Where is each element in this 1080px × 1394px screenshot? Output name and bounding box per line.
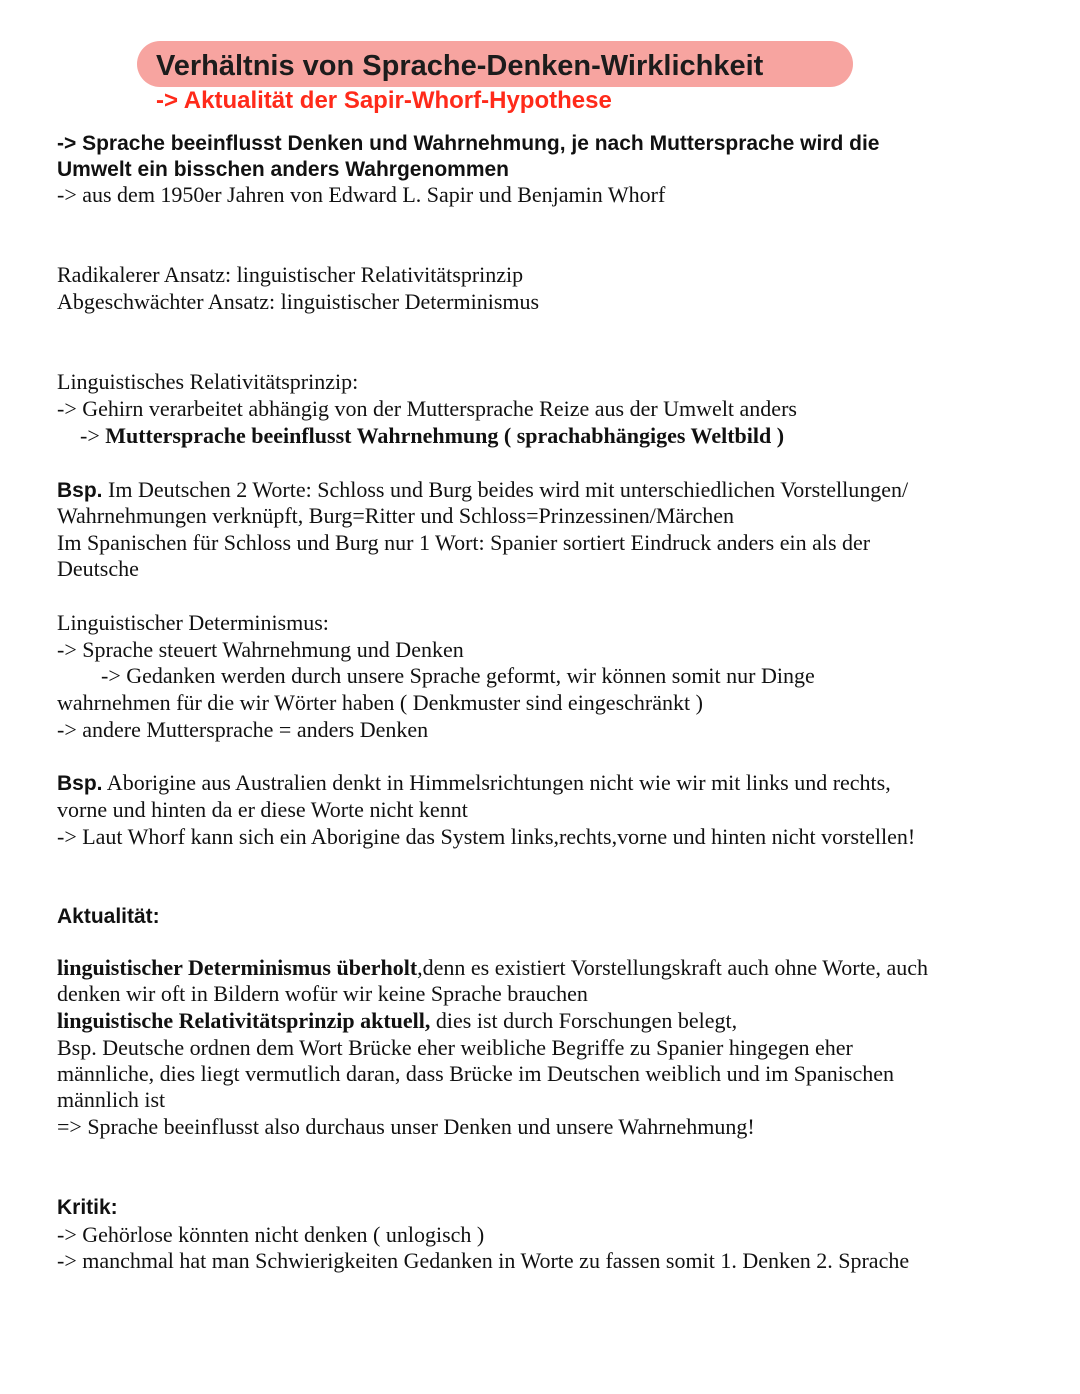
example2-line-2: vorne und hinten da er diese Worte nicht kennt [57,797,468,822]
criticism-line-2: -> manchmal hat man Schwierigkeiten Gedanken in Worte zu fassen somit 1. Denken 2. Sprache [57,1248,910,1273]
intro-line-3: -> aus dem 1950er Jahren von Edward L. Sapir und Benjamin Whorf [57,182,666,207]
example1-text: Im Deutschen 2 Worte: Schloss und Burg beides wird mit unterschiedlichen Vorstellungen/ [102,477,909,502]
example2-line-1 [57,770,891,797]
determinism-line-1: -> Sprache steuert Wahrnehmung und Denken [57,637,464,662]
page-title: Verhältnis von Sprache-Denken-Wirklichkeit [156,50,764,82]
determinism-heading: Linguistischer Determinismus: [57,610,329,635]
intro-line-1: -> Sprache beeinflusst Denken und Wahrnehmung, je nach Muttersprache wird die [57,132,880,155]
criticism-line-1: -> Gehörlose könnten nicht denken ( unlogisch ) [57,1222,485,1247]
actuality-p1-text: ,denn es existiert Vorstellungskraft auch ohne Worte, auch [417,955,928,980]
example1-line-4: Deutsche [57,556,139,581]
determinism-line-2: -> Gedanken werden durch unsere Sprache geformt, wir können somit nur Dinge [101,663,815,688]
actuality-heading: Aktualität: [57,905,160,928]
actuality-p1-line-1 [57,955,928,981]
actuality-determinism-outdated: linguistischer Determinismus überholt [57,955,418,980]
approach-radical: Radikalerer Ansatz: linguistischer Relativitätsprinzip [57,262,524,287]
example1-line-2: Wahrnehmungen verknüpft, Burg=Ritter und Schloss=Prinzessinen/Märchen [57,503,735,528]
relativity-arrow: -> [80,423,106,448]
actuality-relativity-current: linguistische Relativitätsprinzip aktuell, [57,1008,431,1033]
relativity-line-1: -> Gehirn verarbeitet abhängig von der Muttersprache Reize aus der Umwelt anders [57,396,797,421]
example2-label: Bsp. [57,772,103,795]
intro-line-2: Umwelt ein bisschen anders Wahrgenommen [57,158,509,181]
actuality-p3-line-1: Bsp. Deutsche ordnen dem Wort Brücke eher weibliche Begriffe zu Spanier hingegen eher [57,1035,853,1060]
determinism-line-3: wahrnehmen für die wir Wörter haben ( Denkmuster sind eingeschränkt ) [57,690,703,715]
example2-line-3: -> Laut Whorf kann sich ein Aborigine das System links,rechts,vorne und hinten nicht vorstellen! [57,824,916,849]
example1-line-3: Im Spanischen für Schloss und Burg nur 1 Wort: Spanier sortiert Eindruck anders ein als der [57,530,871,555]
example1-line-1 [57,477,908,504]
determinism-line-4: -> andere Muttersprache = anders Denken [57,717,429,742]
example1-label: Bsp. [57,479,103,502]
criticism-heading: Kritik: [57,1196,118,1219]
actuality-conclusion: => Sprache beeinflusst also durchaus unser Denken und unsere Wahrnehmung! [57,1114,755,1139]
approach-weakened: Abgeschwächter Ansatz: linguistischer Determinismus [57,289,540,314]
relativity-line-2 [80,423,784,449]
actuality-p3-line-2: männliche, dies liegt vermutlich daran, dass Brücke im Deutschen weiblich und im Spanischen [57,1061,895,1086]
actuality-p3-line-3: männlich ist [57,1087,166,1112]
relativity-heading: Linguistisches Relativitätsprinzip: [57,369,359,394]
page-subtitle: -> Aktualität der Sapir-Whorf-Hypothese [156,87,612,114]
relativity-emphasis: Muttersprache beeinflusst Wahrnehmung ( sprachabhängiges Weltbild ) [105,423,785,448]
actuality-p2-text: dies ist durch Forschungen belegt, [430,1008,738,1033]
actuality-p1-line-2: denken wir oft in Bildern wofür wir keine Sprache brauchen [57,981,588,1006]
example2-text: Aborigine aus Australien denkt in Himmelsrichtungen nicht wie wir mit links und rechts, [102,770,891,795]
actuality-p2-line [57,1008,737,1034]
